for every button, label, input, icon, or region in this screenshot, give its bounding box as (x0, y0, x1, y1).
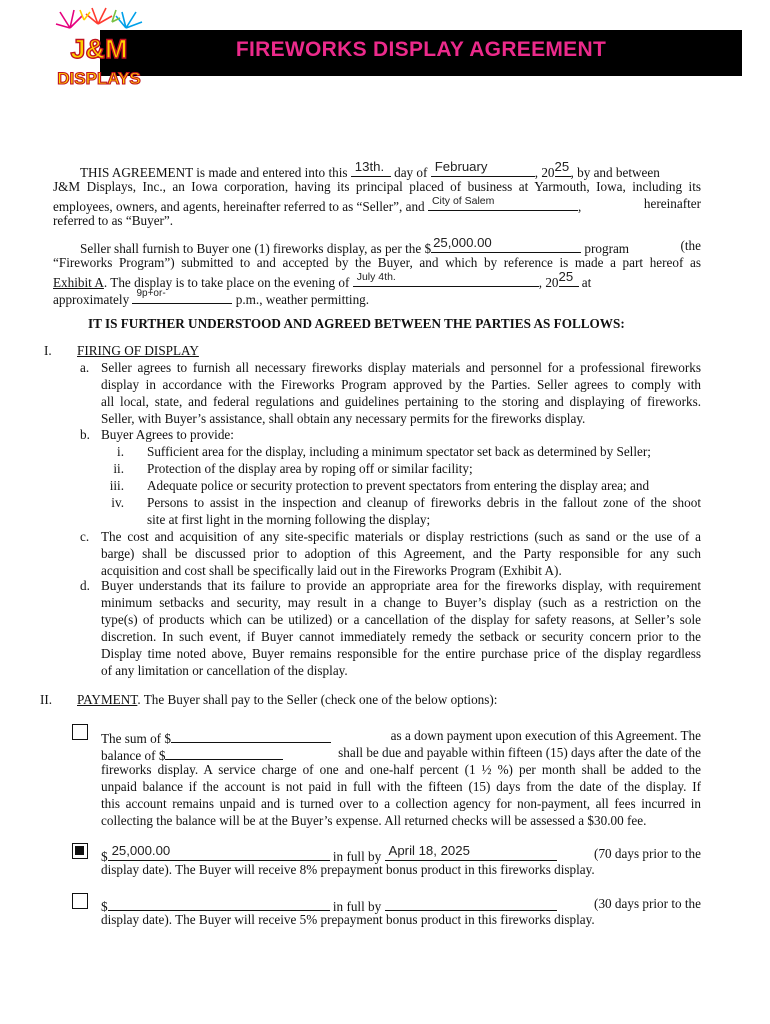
item-d-line-4: discretion. In such event, if Buyer cannot immediately remedy the setback or security concern prior to the (101, 629, 701, 644)
section-2-title: PAYMENT (77, 692, 138, 707)
display-year-field[interactable]: 25 (559, 272, 579, 287)
program-line-2: “Fireworks Program”) submitted to and accepted by the Buyer, and which by reference is made a part hereof as (53, 255, 701, 270)
intro-line-3: employees, owners, and agents, hereinafter referred to as “Seller”, and City of Salem , hereinafter (53, 194, 701, 214)
section-2-number: II. (40, 692, 53, 707)
display-time-field[interactable]: 9p+or- (132, 289, 232, 304)
full-payment-30-date-field[interactable] (385, 896, 557, 911)
item-b-label: b. (80, 427, 90, 442)
opt1-line-3: fireworks display. A service charge of one and one-half percent (1 ½ %) per month shall be added to the (101, 762, 701, 777)
item-a-line-3: all local, state, and federal regulations and guidelines pertaining to the storing and displaying of fireworks. (101, 394, 701, 409)
year-field[interactable]: 25 (555, 162, 571, 177)
opt3-line-2: display date). The Buyer will receive 5% prepayment bonus product in this fireworks display. (101, 912, 595, 927)
opt1-line-2: balance of $ shall be due and payable within fifteen (15) days after the date of the (101, 745, 701, 763)
opt2-line-2: display date). The Buyer will receive 8% prepayment bonus product in this fireworks display. (101, 862, 595, 877)
program-line-3: Exhibit A. The display is to take place on the evening of July 4th. , 20 25 at (53, 268, 592, 290)
opt3-line-1: $ in full by (30 days prior to the (101, 896, 701, 914)
item-a-line-2: display in accordance with the Fireworks Program approved by the Parties. Seller agrees to comply with (101, 377, 701, 392)
item-d-line-1: Buyer understands that its failure to provide an appropriate area for the fireworks display, with requirement (101, 578, 701, 593)
item-c-line-2: barge) shall be discussed prior to adoption of this Agreement, and the Party responsible for any such (101, 546, 701, 561)
item-b-iv-text: Persons to assist in the inspection and cleanup of fireworks debris in the fallout zone of the shoot (147, 495, 701, 510)
opt1-line-6: collecting the balance will be at the Buyer’s expense. All returned checks will be assessed a $30.00 fee. (101, 813, 647, 828)
display-date-field[interactable]: July 4th. (353, 272, 539, 287)
logo-text-bottom: DISPLAYS (57, 69, 141, 88)
balance-field[interactable] (165, 745, 283, 760)
opt2-line-1: $ 25,000.00 in full by April 18, 2025 (70 days prior to the (101, 842, 701, 864)
opt1-line-5: this account remains unpaid and is turned over to a collection agency for non-payment, all fees incurred in (101, 796, 701, 811)
full-payment-30-amount-field[interactable] (108, 896, 330, 911)
item-c-label: c. (80, 529, 90, 544)
intro-line-4: referred to as “Buyer”. (53, 213, 174, 228)
down-payment-field[interactable] (171, 728, 331, 743)
program-amount-field[interactable]: 25,000.00 (431, 238, 581, 253)
item-b-iv-num: iv. (111, 495, 124, 510)
opt1-line-1: The sum of $ as a down payment upon execution of this Agreement. The (101, 728, 701, 746)
company-logo (50, 6, 148, 92)
payment-option-1-checkbox[interactable] (72, 724, 88, 740)
item-b-iv-cont: site at first light in the morning following the display; (147, 512, 431, 527)
title-banner (100, 30, 742, 76)
item-a-label: a. (80, 360, 90, 375)
item-d-line-6: of any limitation or cancellation of the display. (101, 663, 348, 678)
agreed-heading: IT IS FURTHER UNDERSTOOD AND AGREED BETWEEN THE PARTIES AS FOLLOWS: (88, 316, 625, 331)
opt1-line-4: unpaid balance if the account is not paid in full with the fifteen (15) days from the date of the display. If (101, 779, 701, 794)
logo-text-top: J&M (70, 34, 128, 64)
item-b-iii-num: iii. (109, 478, 124, 493)
day-field[interactable]: 13th. (351, 162, 391, 177)
item-c-line-1: The cost and acquisition of any site-specific materials or display restrictions (such as sand or the use of a (101, 529, 701, 544)
program-line-1: Seller shall furnish to Buyer one (1) fireworks display, as per the $ 25,000.00 program (the (80, 234, 701, 256)
item-b-i-text: Sufficient area for the display, including a minimum spectator set back as determined by Seller; (147, 444, 651, 459)
item-d-label: d. (80, 578, 90, 593)
item-d-line-5: Display time noted above, Buyer remains responsible for the entire purchase price of the display regardless (101, 646, 701, 661)
section-1-number: I. (44, 343, 52, 358)
item-b-iii-text: Adequate police or security protection to prevent spectators from entering the display area; and (147, 478, 650, 493)
section-2-heading: PAYMENT. The Buyer shall pay to the Seller (check one of the below options): (77, 692, 498, 707)
item-b-text: Buyer Agrees to provide: (101, 427, 234, 442)
intro-line-1: THIS AGREEMENT is made and entered into this 13th. day of February , 20 25 , by and between (80, 158, 660, 180)
item-b-i-num: i. (117, 444, 124, 459)
item-b-ii-text: Protection of the display area by roping off or similar facility; (147, 461, 473, 476)
item-a-line-1: Seller agrees to furnish all necessary fireworks display materials and personnel for a professional fireworks (101, 360, 701, 375)
full-payment-70-amount-field[interactable]: 25,000.00 (108, 846, 330, 861)
item-d-line-3: type(s) of products which can be utilized) or a cancellation of the display for safety reasons, at Seller’s sole (101, 612, 701, 627)
item-a-line-4: Seller, with Buyer’s assistance, shall obtain any necessary permits for the fireworks display. (101, 411, 586, 426)
exhibit-link: Exhibit A (53, 275, 104, 290)
payment-option-2-checkbox[interactable] (72, 843, 88, 859)
month-field[interactable]: February (431, 162, 535, 177)
item-d-line-2: minimum setbacks and security, may result in a change to Buyer’s display (such as a restriction on the (101, 595, 701, 610)
item-c-line-3: acquisition and cost shall be specifically laid out in the Fireworks Program (Exhibit A). (101, 563, 562, 578)
intro-line-2: J&M Displays, Inc., an Iowa corporation, having its principal placed of business at Yarmouth, Iowa, including its (53, 179, 701, 194)
payment-option-3-checkbox[interactable] (72, 893, 88, 909)
buyer-name-field[interactable]: City of Salem (428, 196, 578, 211)
section-1-title: FIRING OF DISPLAY (77, 343, 199, 358)
item-b-ii-num: ii. (113, 461, 124, 476)
full-payment-70-date-field[interactable]: April 18, 2025 (385, 846, 557, 861)
document-title: FIREWORKS DISPLAY AGREEMENT (235, 38, 607, 61)
program-line-4: approximately 9p+or- p.m., weather permitting. (53, 287, 370, 307)
